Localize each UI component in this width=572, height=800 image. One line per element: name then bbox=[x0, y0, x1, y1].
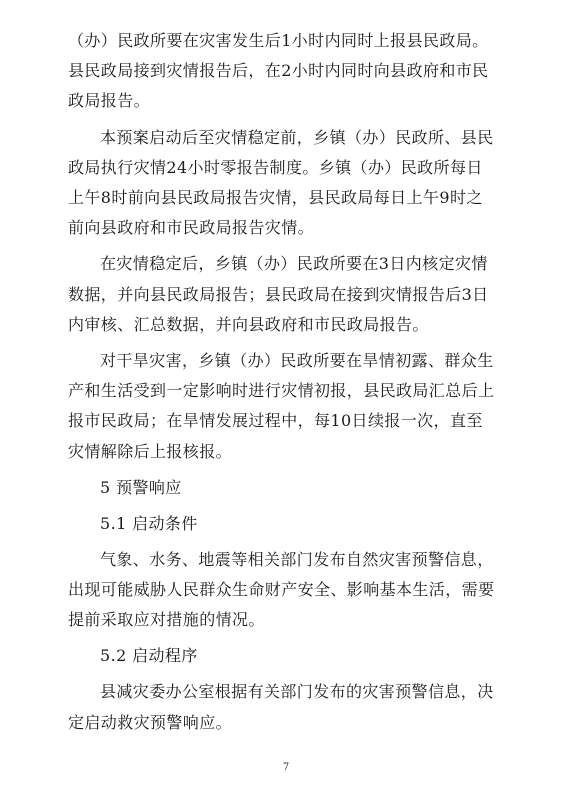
subsection-heading-start-procedure: 5.2 启动程序 bbox=[100, 646, 198, 666]
paragraph-drought-report: 对干旱灾害，乡镇（办）民政所要在旱情初露、群众生 产和生活受到一定影响时进行灾情初报，县民政局汇总后上 报市民政局；在旱情发展过程中，每10日续报一次，直至 灾情解除后上报核报。 bbox=[68, 351, 495, 461]
subsection-heading-start-conditions: 5.1 启动条件 bbox=[100, 513, 198, 533]
page-number: 7 bbox=[282, 762, 290, 773]
paragraph-start-procedure: 县减灾委办公室根据有关部门发布的灾害预警信息，决 定启动救灾预警响应。 bbox=[68, 682, 494, 732]
paragraph-zero-report-system: 本预案启动后至灾情稳定前，乡镇（办）民政所、县民 政局执行灾情24小时零报告制度。乡镇（办）民政所每日 上午8时前向县民政局报告灾情，县民政局每日上午9时之 前向县政府和市民政局报告灾情。 bbox=[68, 127, 494, 238]
section-heading-warning-response: 5 预警响应 bbox=[100, 477, 182, 497]
paragraph-report-timing: （办）民政所要在灾害发生后1小时内同时上报县民政局。 县民政局接到灾情报告后，在2小时内同时向县政府和市民 政局报告。 bbox=[68, 31, 489, 111]
document-body bbox=[68, 26, 500, 744]
paragraph-start-conditions: 气象、水务、地震等相关部门发布自然灾害预警信息， 出现可能威胁人民群众生命财产安全、影响基本生活，需要 提前采取应对措施的情况。 bbox=[68, 549, 495, 630]
paragraph-stable-disaster-verification: 在灾情稳定后，乡镇（办）民政所要在3日内核定灾情 数据，并向县民政局报告；县民政局在接到灾情报告后3日 内审核、汇总数据，并向县政府和市民政局报告。 bbox=[68, 254, 489, 334]
